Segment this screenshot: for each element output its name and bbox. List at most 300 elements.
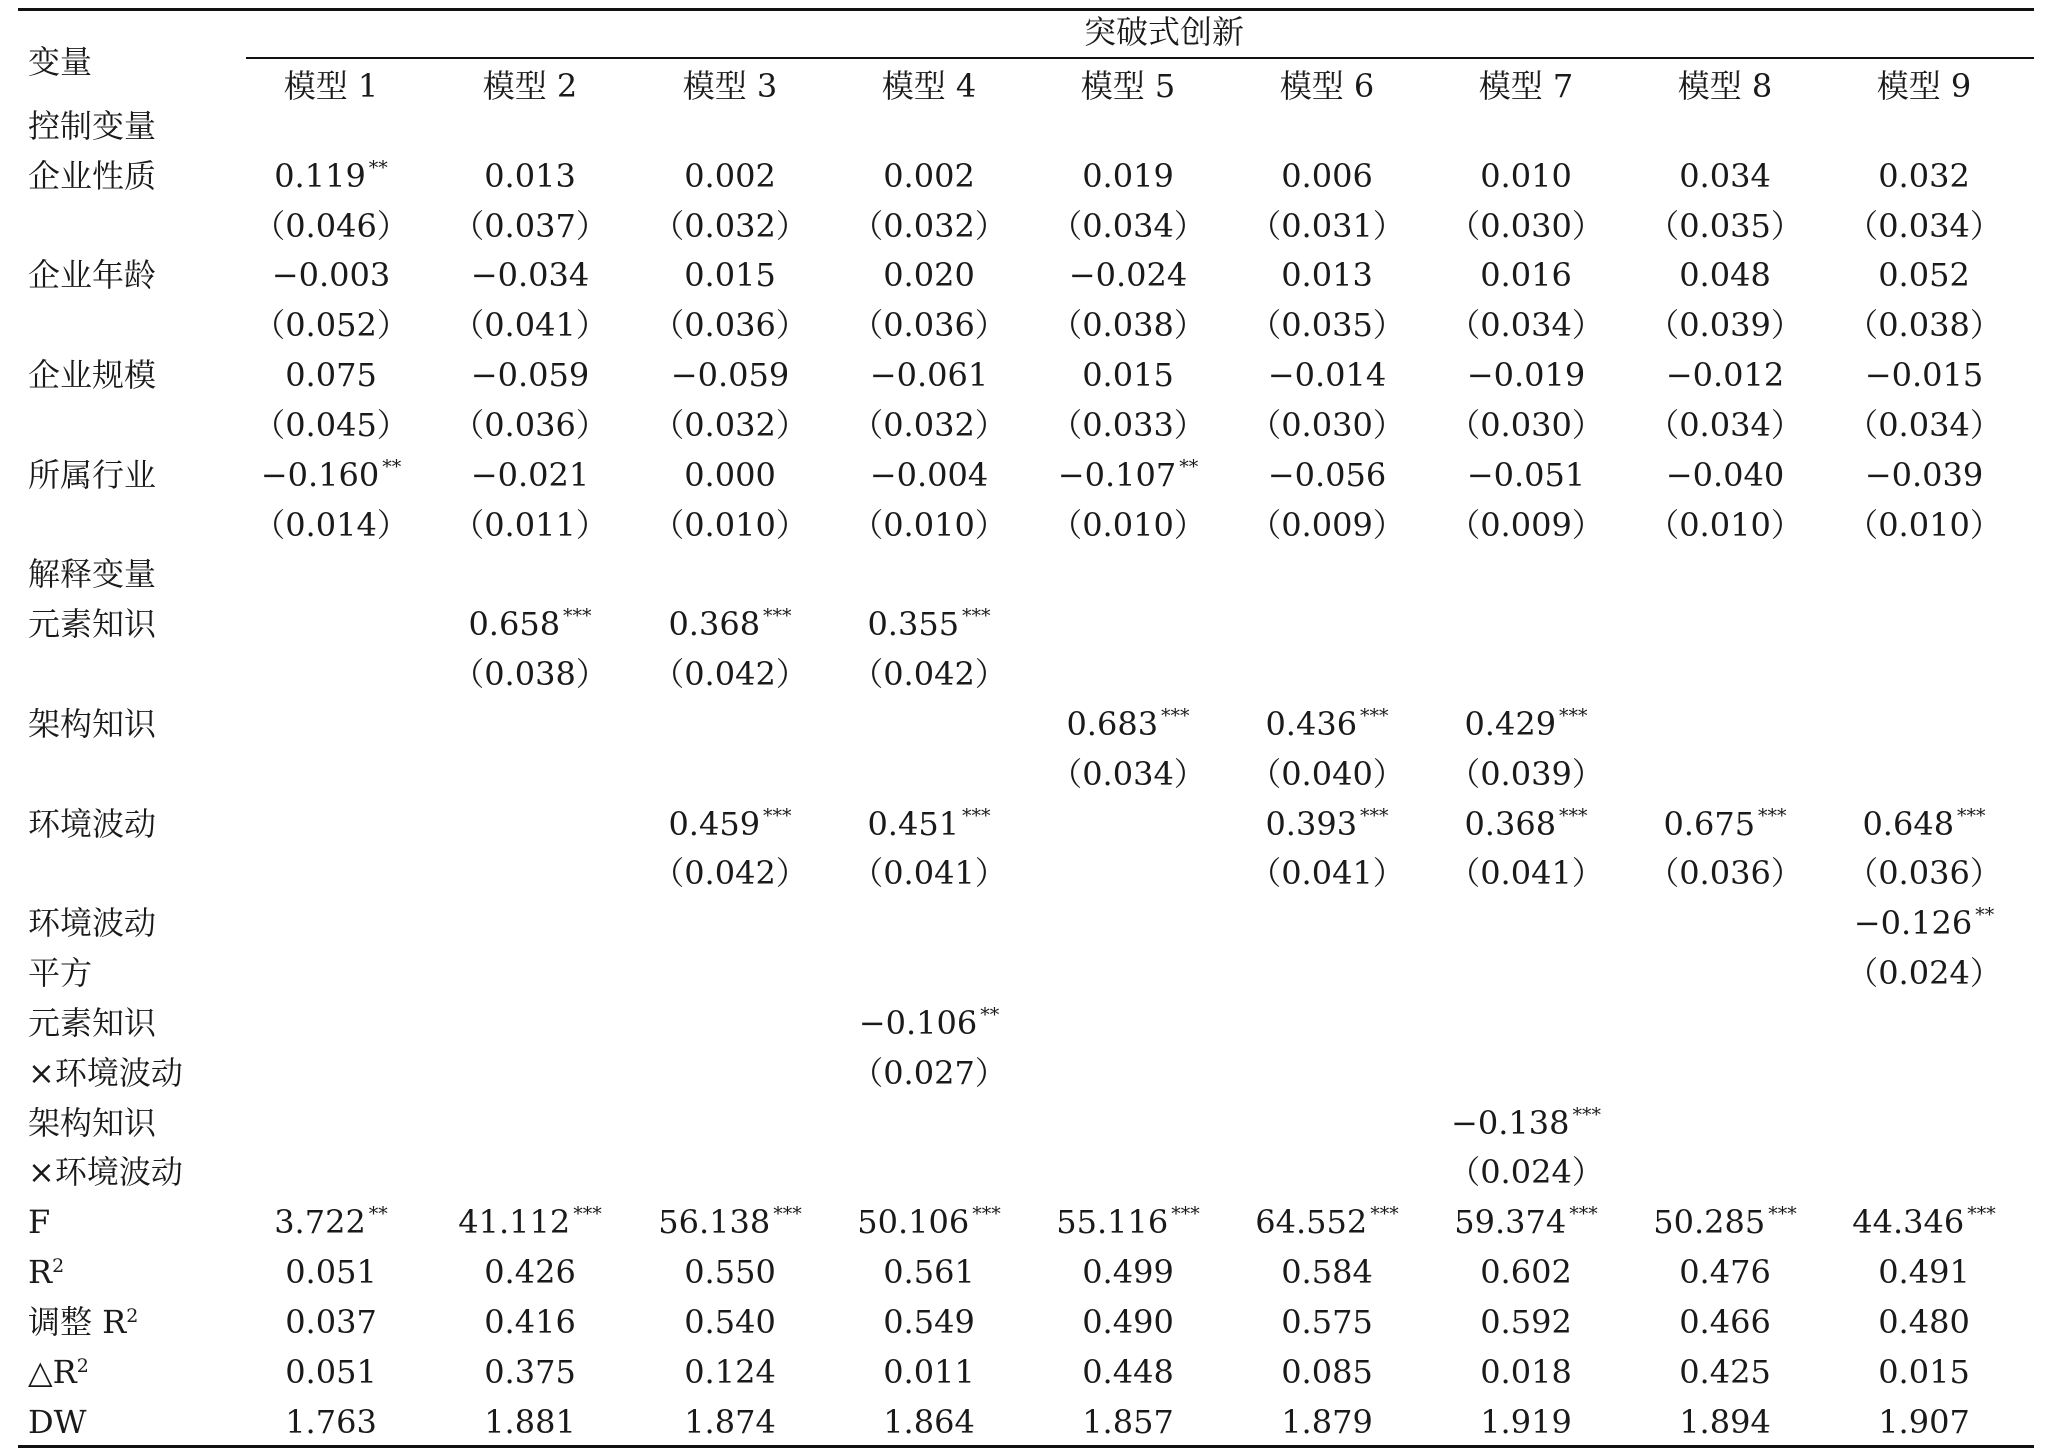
row-label-text: 解释变量 bbox=[28, 555, 157, 593]
table-cell bbox=[1846, 305, 2002, 345]
table-cell bbox=[1846, 853, 2002, 893]
table-cell bbox=[1448, 754, 1604, 794]
cell-value: 0.549 bbox=[883, 1303, 975, 1341]
cell-value: （0.037） bbox=[452, 207, 608, 245]
cell-value: 1.907 bbox=[1878, 1403, 1970, 1441]
row-label-text: 元素知识 bbox=[28, 1004, 157, 1042]
table-cell bbox=[1878, 1302, 1970, 1342]
cell-value: −0.061 bbox=[869, 356, 989, 394]
table-cell bbox=[1281, 1402, 1373, 1442]
table-cell bbox=[1480, 255, 1572, 295]
table-cell bbox=[1281, 1252, 1373, 1292]
cell-value: −0.024 bbox=[1068, 256, 1188, 294]
table-cell bbox=[452, 305, 608, 345]
cell-value: 0.006 bbox=[1281, 157, 1373, 195]
cell-value: （0.042） bbox=[652, 854, 808, 892]
cell-value: −0.059 bbox=[470, 356, 590, 394]
table-cell bbox=[870, 455, 988, 495]
cell-value: （0.041） bbox=[452, 306, 608, 344]
row-label bbox=[28, 1202, 50, 1242]
table-cell bbox=[1265, 704, 1388, 744]
row-label-text: △R bbox=[28, 1353, 77, 1391]
table-cell bbox=[272, 255, 390, 295]
cell-value: −0.039 bbox=[1864, 456, 1984, 494]
table-cell bbox=[1647, 505, 1803, 545]
table-cell bbox=[668, 804, 791, 844]
cell-value: （0.010） bbox=[1050, 506, 1206, 544]
model-header: 模型 7 bbox=[1478, 67, 1574, 105]
cell-value: （0.034） bbox=[1647, 406, 1803, 444]
table-cell bbox=[1647, 206, 1803, 246]
row-label-text: 控制变量 bbox=[28, 107, 157, 145]
table-cell bbox=[1082, 1252, 1174, 1292]
table-cell bbox=[1451, 1103, 1601, 1143]
table-cell bbox=[883, 156, 975, 196]
table-cell bbox=[285, 355, 377, 395]
cell-value: 0.032 bbox=[1878, 157, 1970, 195]
table-cell bbox=[285, 1252, 377, 1292]
significance-stars: ** bbox=[382, 456, 402, 478]
table-cell bbox=[684, 156, 776, 196]
cell-value: （0.045） bbox=[253, 406, 409, 444]
cell-value: 0.683 bbox=[1066, 705, 1159, 743]
table-cell bbox=[1878, 1402, 1970, 1442]
table-cell bbox=[1480, 1252, 1572, 1292]
row-label-text: 架构知识 bbox=[28, 1104, 157, 1142]
table-cell bbox=[859, 1003, 999, 1043]
superscript: 2 bbox=[52, 1255, 65, 1277]
table-cell bbox=[1647, 405, 1803, 445]
cell-value: （0.035） bbox=[1249, 306, 1405, 344]
cell-value: −0.034 bbox=[470, 256, 590, 294]
cell-value: 0.011 bbox=[883, 1353, 975, 1391]
cell-value: 0.051 bbox=[285, 1353, 377, 1391]
cell-value: −0.056 bbox=[1267, 456, 1387, 494]
cell-value: 0.052 bbox=[1878, 256, 1970, 294]
table-cell bbox=[484, 156, 576, 196]
table-cell bbox=[684, 255, 776, 295]
cell-value: （0.034） bbox=[1050, 755, 1206, 793]
table-cell bbox=[1679, 156, 1771, 196]
cell-value: 0.459 bbox=[668, 805, 761, 843]
table-cell bbox=[652, 654, 808, 694]
significance-stars: *** bbox=[573, 1203, 602, 1225]
cell-value: 0.037 bbox=[285, 1303, 377, 1341]
cell-value: 0.425 bbox=[1679, 1353, 1771, 1391]
cell-value: −0.021 bbox=[470, 456, 590, 494]
significance-stars: *** bbox=[1957, 805, 1986, 827]
cell-value: （0.036） bbox=[452, 406, 608, 444]
cell-value: 0.013 bbox=[484, 157, 576, 195]
table-cell bbox=[452, 654, 608, 694]
table-cell bbox=[1663, 804, 1786, 844]
model-header: 模型 8 bbox=[1677, 67, 1773, 105]
cell-value: （0.036） bbox=[1647, 854, 1803, 892]
table-cell bbox=[1679, 255, 1771, 295]
table-cell bbox=[452, 405, 608, 445]
table-cell bbox=[261, 455, 401, 495]
table-cell bbox=[1878, 1252, 1970, 1292]
cell-value: 0.048 bbox=[1679, 256, 1771, 294]
significance-stars: *** bbox=[1370, 1203, 1399, 1225]
cell-value: 0.051 bbox=[285, 1253, 377, 1291]
cell-value: 0.002 bbox=[684, 157, 776, 195]
table-cell bbox=[285, 1302, 377, 1342]
table-cell bbox=[1448, 1152, 1604, 1192]
table-cell bbox=[1480, 1402, 1572, 1442]
table-cell bbox=[684, 1252, 776, 1292]
table-cell bbox=[652, 206, 808, 246]
table-cell bbox=[671, 355, 789, 395]
cell-value: （0.024） bbox=[1448, 1153, 1604, 1191]
table-cell bbox=[851, 853, 1007, 893]
table-cell bbox=[652, 405, 808, 445]
cell-value: 1.864 bbox=[883, 1403, 975, 1441]
significance-stars: *** bbox=[1967, 1203, 1996, 1225]
table-cell bbox=[1082, 355, 1174, 395]
significance-stars: *** bbox=[1569, 1203, 1598, 1225]
significance-stars: *** bbox=[563, 605, 592, 627]
table-cell bbox=[253, 206, 409, 246]
table-cell bbox=[1249, 206, 1405, 246]
cell-value: 0.436 bbox=[1265, 705, 1358, 743]
table-cell bbox=[452, 206, 608, 246]
table-cell bbox=[1854, 903, 1994, 943]
cell-value: （0.032） bbox=[851, 406, 1007, 444]
cell-value: −0.003 bbox=[271, 256, 391, 294]
cell-value: （0.010） bbox=[851, 506, 1007, 544]
row-label bbox=[28, 903, 156, 943]
cell-value: −0.004 bbox=[869, 456, 989, 494]
row-label bbox=[28, 1352, 89, 1392]
cell-value: （0.032） bbox=[652, 406, 808, 444]
table-cell bbox=[1467, 355, 1585, 395]
table-cell bbox=[1050, 505, 1206, 545]
table-cell bbox=[867, 604, 990, 644]
table-cell bbox=[1249, 305, 1405, 345]
table-cell bbox=[484, 1352, 576, 1392]
cell-value: −0.040 bbox=[1665, 456, 1785, 494]
table-cell bbox=[883, 1352, 975, 1392]
table-cell bbox=[1647, 305, 1803, 345]
row-label-text: 所属行业 bbox=[28, 456, 157, 494]
significance-stars: ** bbox=[980, 1004, 1000, 1026]
row-label-text: 企业规模 bbox=[28, 356, 157, 394]
table-cell bbox=[684, 1352, 776, 1392]
model-header: 模型 2 bbox=[482, 67, 578, 105]
significance-stars: *** bbox=[1161, 705, 1190, 727]
cell-value: 3.722 bbox=[274, 1203, 366, 1241]
cell-value: 0.034 bbox=[1679, 157, 1771, 195]
table-cell bbox=[1679, 1352, 1771, 1392]
cell-value: 0.480 bbox=[1878, 1303, 1970, 1341]
row-label bbox=[28, 1152, 183, 1192]
cell-value: （0.041） bbox=[851, 854, 1007, 892]
significance-stars: *** bbox=[1768, 1203, 1797, 1225]
table-cell bbox=[1653, 1202, 1796, 1242]
table-cell bbox=[684, 1302, 776, 1342]
table-cell bbox=[1050, 405, 1206, 445]
row-label bbox=[28, 106, 156, 146]
significance-stars: *** bbox=[1559, 805, 1588, 827]
cell-value: 0.010 bbox=[1480, 157, 1572, 195]
row-label bbox=[28, 604, 156, 644]
cell-value: 0.490 bbox=[1082, 1303, 1174, 1341]
cell-value: 1.874 bbox=[684, 1403, 776, 1441]
table-cell bbox=[1082, 1352, 1174, 1392]
table-cell bbox=[1281, 156, 1373, 196]
table-cell bbox=[471, 355, 589, 395]
cell-value: （0.030） bbox=[1249, 406, 1405, 444]
table-cell bbox=[652, 505, 808, 545]
row-label-text: 环境波动 bbox=[28, 805, 157, 843]
cell-value: 0.002 bbox=[883, 157, 975, 195]
cell-value: −0.160 bbox=[260, 456, 380, 494]
significance-stars: ** bbox=[368, 1203, 388, 1225]
table-cell bbox=[857, 1202, 1000, 1242]
table-cell bbox=[1846, 405, 2002, 445]
table-cell bbox=[1448, 206, 1604, 246]
table-cell bbox=[471, 455, 589, 495]
cell-value: （0.031） bbox=[1249, 207, 1405, 245]
regression-table bbox=[18, 8, 2034, 1448]
cell-value: 0.675 bbox=[1663, 805, 1756, 843]
cell-value: 0.085 bbox=[1281, 1353, 1373, 1391]
table-cell bbox=[1846, 206, 2002, 246]
table-cell bbox=[484, 1252, 576, 1292]
cell-value: 0.015 bbox=[1878, 1353, 1970, 1391]
cell-value: 0.124 bbox=[684, 1353, 776, 1391]
table-cell bbox=[1647, 853, 1803, 893]
row-label bbox=[28, 704, 156, 744]
table-cell bbox=[1679, 1402, 1771, 1442]
cell-value: 0.499 bbox=[1082, 1253, 1174, 1291]
significance-stars: *** bbox=[962, 805, 991, 827]
variable-column-header: 变量 bbox=[28, 43, 93, 81]
cell-value: 0.426 bbox=[484, 1253, 576, 1291]
cell-value: −0.015 bbox=[1864, 356, 1984, 394]
significance-stars: *** bbox=[962, 605, 991, 627]
cell-value: （0.010） bbox=[652, 506, 808, 544]
table-cell bbox=[285, 1402, 377, 1442]
row-label bbox=[28, 1252, 64, 1292]
table-cell bbox=[1281, 1352, 1373, 1392]
table-cell bbox=[285, 1352, 377, 1392]
row-label bbox=[28, 1103, 156, 1143]
cell-value: 0.015 bbox=[1082, 356, 1174, 394]
row-label bbox=[28, 804, 156, 844]
cell-value: 1.879 bbox=[1281, 1403, 1373, 1441]
cell-value: 0.451 bbox=[867, 805, 960, 843]
cell-value: （0.038） bbox=[1050, 306, 1206, 344]
cell-value: （0.009） bbox=[1448, 506, 1604, 544]
table-cell bbox=[1448, 505, 1604, 545]
cell-value: 0.476 bbox=[1679, 1253, 1771, 1291]
table-cell bbox=[1464, 704, 1587, 744]
bottom-rule bbox=[18, 1445, 2034, 1448]
table-cell bbox=[1464, 804, 1587, 844]
cell-value: （0.032） bbox=[851, 207, 1007, 245]
table-cell bbox=[1666, 455, 1784, 495]
cell-value: 41.112 bbox=[458, 1203, 571, 1241]
cell-value: 50.106 bbox=[857, 1203, 970, 1241]
cell-value: （0.034） bbox=[1050, 207, 1206, 245]
table-cell bbox=[1666, 355, 1784, 395]
cell-value: −0.014 bbox=[1267, 356, 1387, 394]
table-cell bbox=[1082, 156, 1174, 196]
cell-value: 0.592 bbox=[1480, 1303, 1572, 1341]
table-cell bbox=[1865, 355, 1983, 395]
table-cell bbox=[1249, 853, 1405, 893]
table-cell bbox=[484, 1302, 576, 1342]
table-cell bbox=[1852, 1202, 1995, 1242]
dependent-variable-header: 突破式创新 bbox=[1083, 13, 1245, 51]
table-cell bbox=[1878, 1352, 1970, 1392]
table-cell bbox=[652, 853, 808, 893]
cell-value: 56.138 bbox=[658, 1203, 771, 1241]
table-cell bbox=[1249, 754, 1405, 794]
cell-value: （0.010） bbox=[1846, 506, 2002, 544]
row-label bbox=[28, 156, 156, 196]
cell-value: （0.033） bbox=[1050, 406, 1206, 444]
cell-value: 44.346 bbox=[1852, 1203, 1965, 1241]
cell-value: （0.030） bbox=[1448, 406, 1604, 444]
cell-value: −0.051 bbox=[1466, 456, 1586, 494]
cell-value: 0.561 bbox=[883, 1253, 975, 1291]
cell-value: （0.042） bbox=[652, 655, 808, 693]
table-cell bbox=[652, 305, 808, 345]
table-cell bbox=[253, 305, 409, 345]
row-label-text: ×环境波动 bbox=[28, 1054, 183, 1092]
cell-value: （0.041） bbox=[1249, 854, 1405, 892]
cell-value: （0.035） bbox=[1647, 207, 1803, 245]
top-rule bbox=[18, 8, 2034, 11]
table-cell bbox=[684, 1402, 776, 1442]
significance-stars: ** bbox=[368, 157, 388, 179]
row-label-text: R bbox=[28, 1253, 53, 1291]
significance-stars: ** bbox=[1975, 904, 1995, 926]
cell-value: −0.138 bbox=[1451, 1104, 1570, 1142]
model-header: 模型 9 bbox=[1876, 67, 1972, 105]
table-cell bbox=[1249, 405, 1405, 445]
row-label bbox=[28, 554, 156, 594]
cell-value: 0.016 bbox=[1480, 256, 1572, 294]
row-label bbox=[28, 1402, 87, 1442]
cell-value: 0.448 bbox=[1082, 1353, 1174, 1391]
table-cell bbox=[458, 1202, 601, 1242]
row-label-text: 架构知识 bbox=[28, 705, 157, 743]
table-cell bbox=[274, 156, 388, 196]
table-cell bbox=[1281, 255, 1373, 295]
table-cell bbox=[883, 1302, 975, 1342]
model-header: 模型 5 bbox=[1080, 67, 1176, 105]
table-cell bbox=[1878, 255, 1970, 295]
cell-value: 64.552 bbox=[1255, 1203, 1368, 1241]
cell-value: 0.018 bbox=[1480, 1353, 1572, 1391]
cell-value: 1.763 bbox=[285, 1403, 377, 1441]
table-cell bbox=[1281, 1302, 1373, 1342]
table-cell bbox=[253, 505, 409, 545]
cell-value: 0.584 bbox=[1281, 1253, 1373, 1291]
cell-value: 1.857 bbox=[1082, 1403, 1174, 1441]
cell-value: 0.119 bbox=[274, 157, 366, 195]
cell-value: 0.368 bbox=[1464, 805, 1557, 843]
table-cell bbox=[1056, 1202, 1199, 1242]
row-label bbox=[28, 255, 156, 295]
row-label-text: 环境波动 bbox=[28, 904, 157, 942]
table-cell bbox=[1862, 804, 1985, 844]
cell-value: （0.034） bbox=[1448, 306, 1604, 344]
table-cell bbox=[883, 255, 975, 295]
row-label bbox=[28, 355, 156, 395]
row-label bbox=[28, 455, 156, 495]
cell-value: −0.126 bbox=[1853, 904, 1973, 942]
table-cell bbox=[1249, 505, 1405, 545]
row-label bbox=[28, 1302, 138, 1342]
cell-value: （0.052） bbox=[253, 306, 409, 344]
table-cell bbox=[1069, 255, 1187, 295]
table-cell bbox=[851, 654, 1007, 694]
table-cell bbox=[1480, 156, 1572, 196]
cell-value: （0.039） bbox=[1647, 306, 1803, 344]
model-header: 模型 6 bbox=[1279, 67, 1375, 105]
cell-value: 0.416 bbox=[484, 1303, 576, 1341]
table-cell bbox=[870, 355, 988, 395]
table-cell bbox=[1480, 1352, 1572, 1392]
table-cell bbox=[1268, 455, 1386, 495]
cell-value: （0.040） bbox=[1249, 755, 1405, 793]
table-cell bbox=[684, 455, 776, 495]
cell-value: （0.036） bbox=[851, 306, 1007, 344]
row-label-text: 企业年龄 bbox=[28, 256, 157, 294]
model-header: 模型 4 bbox=[881, 67, 977, 105]
cell-value: 1.919 bbox=[1480, 1403, 1572, 1441]
significance-stars: *** bbox=[1171, 1203, 1200, 1225]
table-cell bbox=[253, 405, 409, 445]
table-cell bbox=[851, 505, 1007, 545]
cell-value: 0.429 bbox=[1464, 705, 1557, 743]
cell-value: 0.550 bbox=[684, 1253, 776, 1291]
table-cell bbox=[883, 1402, 975, 1442]
table-cell bbox=[851, 206, 1007, 246]
cell-value: 0.575 bbox=[1281, 1303, 1373, 1341]
table-cell bbox=[471, 255, 589, 295]
cell-value: （0.042） bbox=[851, 655, 1007, 693]
cell-value: （0.036） bbox=[652, 306, 808, 344]
cell-value: −0.012 bbox=[1665, 356, 1785, 394]
table-cell bbox=[1480, 1302, 1572, 1342]
table-cell bbox=[1082, 1402, 1174, 1442]
model-header: 模型 1 bbox=[283, 67, 379, 105]
significance-stars: *** bbox=[1360, 805, 1389, 827]
cell-value: 0.393 bbox=[1265, 805, 1358, 843]
table-cell bbox=[1050, 754, 1206, 794]
cell-value: （0.032） bbox=[652, 207, 808, 245]
row-label-text: ×环境波动 bbox=[28, 1153, 183, 1191]
superscript: 2 bbox=[126, 1305, 139, 1327]
cell-value: （0.024） bbox=[1846, 954, 2002, 992]
cell-value: 0.019 bbox=[1082, 157, 1174, 195]
significance-stars: *** bbox=[1572, 1104, 1601, 1126]
table-cell bbox=[1454, 1202, 1597, 1242]
table-cell bbox=[851, 305, 1007, 345]
cell-value: （0.030） bbox=[1448, 207, 1604, 245]
table-cell bbox=[658, 1202, 801, 1242]
cell-value: 0.000 bbox=[684, 456, 776, 494]
row-label-text: DW bbox=[28, 1403, 87, 1441]
cell-value: −0.059 bbox=[670, 356, 790, 394]
table-cell bbox=[1846, 505, 2002, 545]
